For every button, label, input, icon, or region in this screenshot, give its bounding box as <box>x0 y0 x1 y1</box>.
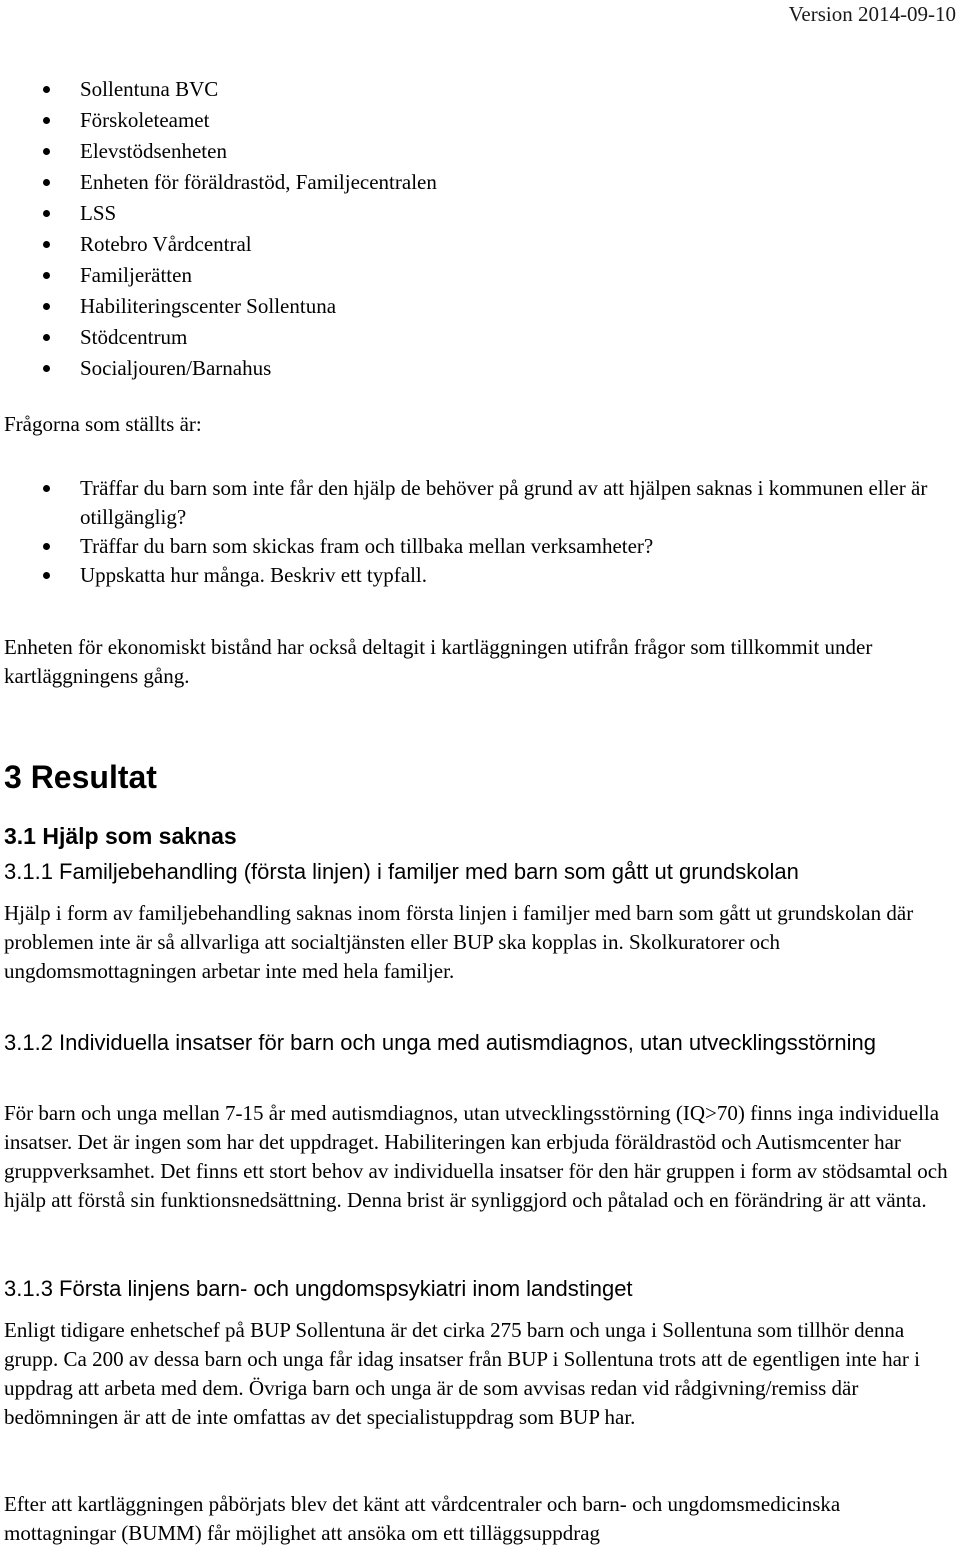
bullet-icon <box>43 485 50 492</box>
bullet-icon <box>43 210 50 217</box>
questions-intro: Frågorna som ställts är: <box>4 412 202 436</box>
bullet-icon <box>43 572 50 579</box>
bullet-icon <box>43 365 50 372</box>
bullet-icon <box>43 148 50 155</box>
list-item: Elevstödsenheten <box>0 136 950 167</box>
heading-familjebehandling: 3.1.1 Familjebehandling (första linjen) i familjer med barn som gått ut grundskolan <box>4 859 799 884</box>
paragraph-vardcentraler: Efter att kartläggningen påbörjats blev det känt att vårdcentraler och barn- och ungdomsmedicinska mottagningar (BUMM) får möjlighet att ansöka om ett tilläggsuppdrag <box>4 1492 841 1545</box>
list-item: Stödcentrum <box>0 322 950 353</box>
bullet-icon <box>43 543 50 550</box>
paragraph-autism-insatser: För barn och unga mellan 7-15 år med autismdiagnos, utan utvecklingsstörning (IQ>70) finns inga individuella insatser. Det är ingen som har det uppdraget. Habiliteringen kan erbjuda föräldrastöd och Autismcenter har gruppverksamhet. Det finns ett stort behov av individuella insatser för den här gruppen i form av stödsamtal och hjälp att förstå sin funktionsnedsättning. Denna brist är synliggjord och påtalad och en förändring är att vänta. <box>4 1101 948 1212</box>
subsection-heading-hjalp-som-saknas: 3.1 Hjälp som saknas <box>4 823 237 849</box>
list-item: Uppskatta hur många. Beskriv ett typfall. <box>0 561 940 590</box>
version-label: Version 2014-09-10 <box>788 2 956 26</box>
list-item: Träffar du barn som inte får den hjälp de behöver på grund av att hjälpen saknas i kommunen eller är otillgänglig? <box>0 474 940 532</box>
questions-list <box>0 474 950 590</box>
bullet-icon <box>43 303 50 310</box>
paragraph-bup-sollentuna: Enligt tidigare enhetschef på BUP Sollentuna är det cirka 275 barn och unga i Sollentuna som tillhör denna grupp. Ca 200 av dessa barn och unga får idag insatser från BUP i Sollentuna trots att de egentligen inte har i uppdrag att arbeta med dem. Övriga barn och unga är de som avvisas redan vid rådgivning/remiss där bedömningen är att de inte omfattas av det specialistuppdrag som BUP har. <box>4 1318 920 1429</box>
paragraph-familjebehandling: Hjälp i form av familjebehandling saknas inom första linjen i familjer med barn som gått ut grundskolan där problemen inte är så allvarliga att socialtjänsten eller BUP ska kopplas in. Skolkuratorer och ungdomsmottagningen arbetar inte med hela familjer. <box>4 901 914 983</box>
economic-paragraph: Enheten för ekonomiskt bistånd har också deltagit i kartläggningen utifrån frågor som tillkommit under kartläggningens gång. <box>4 635 873 688</box>
list-item: Socialjouren/Barnahus <box>0 353 950 384</box>
bullet-icon <box>43 179 50 186</box>
bullet-icon <box>43 117 50 124</box>
list-item: Träffar du barn som skickas fram och tillbaka mellan verksamheter? <box>0 532 940 561</box>
bullet-icon <box>43 272 50 279</box>
list-item: Enheten för föräldrastöd, Familjecentralen <box>0 167 950 198</box>
list-item: Förskoleteamet <box>0 105 950 136</box>
bullet-icon <box>43 241 50 248</box>
list-item: Habiliteringscenter Sollentuna <box>0 291 950 322</box>
organization-list <box>0 74 950 384</box>
section-heading-resultat: 3 Resultat <box>4 759 157 795</box>
list-item: Rotebro Vårdcentral <box>0 229 950 260</box>
list-item: Familjerätten <box>0 260 950 291</box>
list-item: Sollentuna BVC <box>0 74 950 105</box>
heading-autism-insatser: 3.1.2 Individuella insatser för barn och unga med autismdiagnos, utan utvecklingsstörning <box>4 1030 876 1055</box>
bullet-icon <box>43 334 50 341</box>
bullet-icon <box>43 86 50 93</box>
heading-forsta-linjen-bup: 3.1.3 Första linjens barn- och ungdomspsykiatri inom landstinget <box>4 1276 633 1301</box>
list-item: LSS <box>0 198 950 229</box>
